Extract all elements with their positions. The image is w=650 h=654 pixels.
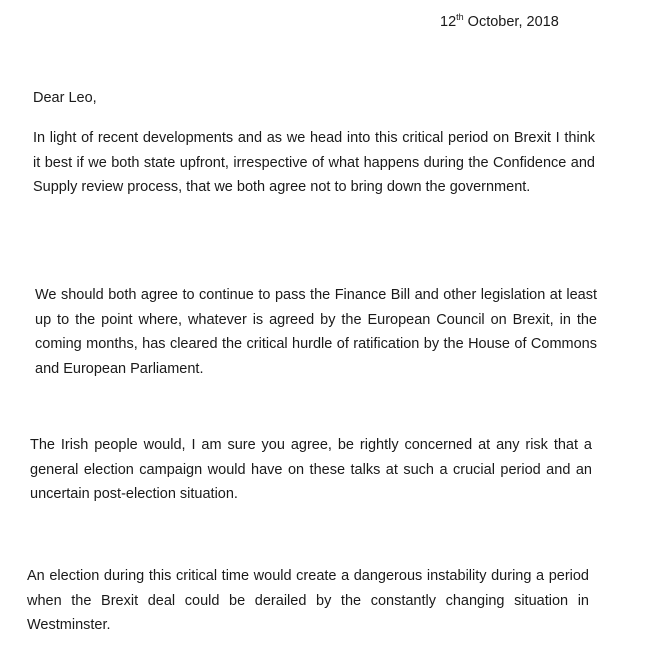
paragraph-4: An election during this critical time would create a dangerous instability during a period when the Brexit deal could be derailed by the constantly changing situation in Westminster. <box>27 568 589 633</box>
salutation: Dear Leo, <box>33 90 97 106</box>
date-day: 12 <box>440 14 457 30</box>
date-rest: October, 2018 <box>463 14 559 30</box>
paragraph-3: The Irish people would, I am sure you agree, be rightly concerned at any risk that a general election campaign would have on these talks at such a crucial period and an uncertain post-election situation. <box>30 437 592 502</box>
paragraph-1: In light of recent developments and as we head into this critical period on Brexit I think it best if we both state upfront, irrespective of what happens during the Confidence and Supply review process, that we both agree not to bring down the government. <box>33 130 595 195</box>
paragraph-2: We should both agree to continue to pass the Finance Bill and other legislation at least up to the point where, whatever is agreed by the European Council on Brexit, in the coming months, has cleared the critical hurdle of ratification by the House of Commons and European Parliament. <box>35 287 597 377</box>
letter-date <box>440 14 559 30</box>
date-suffix: th <box>456 12 464 23</box>
